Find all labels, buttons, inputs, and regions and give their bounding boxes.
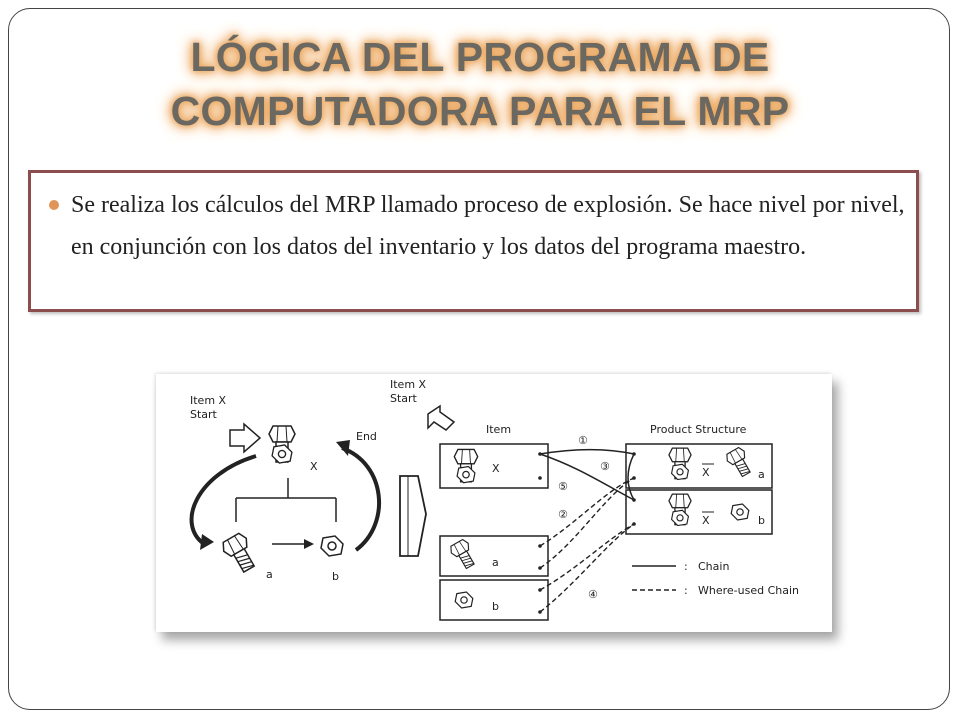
- left-item-x-label: X: [310, 460, 318, 473]
- legend: [632, 560, 799, 597]
- left-assembly-x-icon: [269, 426, 295, 463]
- ps-row2-child-label: b: [758, 514, 765, 527]
- left-start-label-2: Start: [190, 408, 217, 421]
- title-line-2: COMPUTADORA PARA EL MRP: [170, 88, 790, 134]
- item-a-label: a: [492, 556, 499, 569]
- legend-where-used-marker: :: [684, 584, 688, 597]
- bullet-textbox: [28, 170, 919, 312]
- mrp-diagram-svg: [156, 374, 832, 632]
- product-structure-row-1: [626, 444, 772, 488]
- item-x-label: X: [492, 462, 500, 475]
- right-start-arrow-icon: [428, 406, 454, 430]
- left-explode-arrow-icon: [192, 456, 256, 550]
- left-start-arrow-icon: [230, 424, 260, 452]
- item-box-b: [440, 580, 548, 620]
- slide-title: [100, 30, 860, 138]
- where-used-chain-lines: [540, 478, 634, 612]
- left-nut-b-icon: [321, 536, 343, 556]
- title-line-1: LÓGICA DEL PROGRAMA DE: [190, 34, 770, 80]
- bullet-dot-icon: [49, 200, 59, 210]
- mrp-diagram-image: [156, 374, 832, 632]
- legend-chain-label: Chain: [698, 560, 730, 573]
- left-item-a-label: a: [266, 568, 273, 581]
- item-box-x: [440, 444, 548, 488]
- item-header-label: Item: [486, 423, 512, 436]
- product-structure-row-2: [626, 490, 772, 534]
- step-2-marker: ②: [558, 508, 568, 521]
- chain-lines: [540, 450, 634, 501]
- left-end-label: End: [356, 430, 377, 443]
- ps-row2-parent-label: X: [702, 514, 710, 527]
- step-5-marker: ⑤: [558, 480, 568, 493]
- bullet-text: Se realiza los cálculos del MRP llamado proceso de explosión. Se hace nivel por nivel, en conjunción con los datos del inventario y los datos del programa maestro.: [71, 192, 905, 260]
- right-start-label-2: Start: [390, 392, 417, 405]
- left-bolt-a-icon: [220, 531, 261, 575]
- item-box-a: [440, 536, 548, 576]
- step-3-marker: ③: [600, 460, 610, 473]
- ps-row1-parent-label: X: [702, 466, 710, 479]
- item-b-label: b: [492, 600, 499, 613]
- left-a-to-b-arrow-icon: [272, 539, 314, 549]
- left-start-label-1: Item X: [190, 394, 227, 407]
- legend-chain-marker: :: [684, 560, 688, 573]
- left-tree-lines: [236, 478, 336, 522]
- transition-arrow-icon: [400, 476, 426, 556]
- step-1-marker: ①: [578, 434, 588, 447]
- right-start-label-1: Item X: [390, 378, 427, 391]
- left-return-arrow-icon: [336, 440, 379, 550]
- ps-row1-child-label: a: [758, 468, 765, 481]
- product-structure-header-label: Product Structure: [650, 423, 747, 436]
- legend-where-used-label: Where-used Chain: [698, 584, 800, 597]
- left-item-b-label: b: [332, 570, 339, 583]
- step-4-marker: ④: [588, 588, 598, 601]
